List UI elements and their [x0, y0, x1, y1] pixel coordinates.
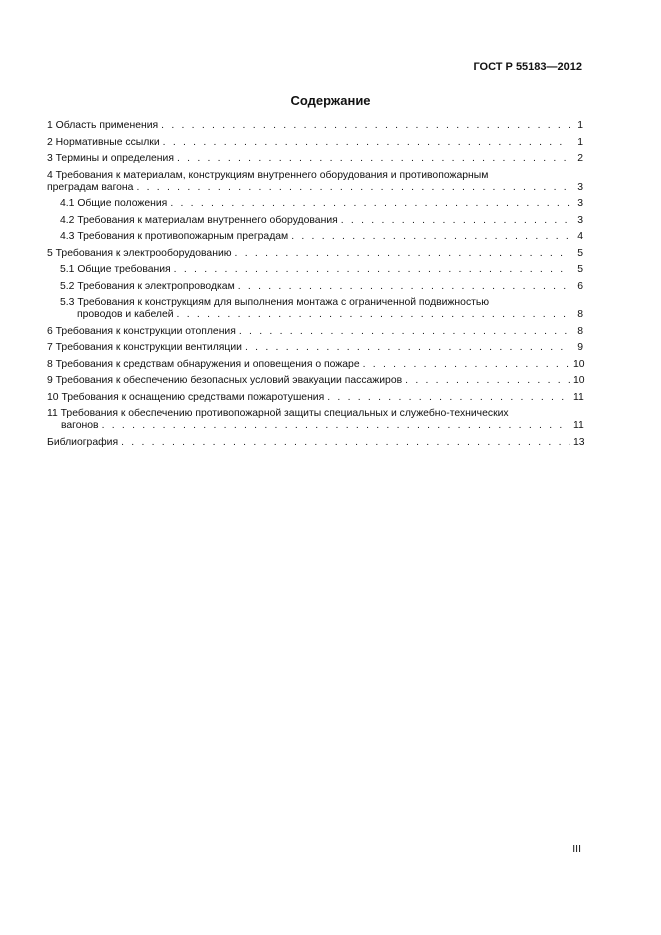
toc-entry-label: 9 Требования к обеспечению безопасных условий эвакуации пассажиров [47, 375, 403, 386]
toc-entry-page: 4 [577, 231, 583, 242]
toc-entry-label: 4.3 Требования к противопожарным преградам [60, 231, 289, 242]
toc-entry[interactable] [60, 231, 583, 243]
toc-entry-label: 5.2 Требования к электропроводкам [60, 280, 235, 292]
toc-entry-page: 3 [577, 198, 583, 209]
toc-entry-page: 9 [577, 342, 583, 353]
toc-leader-dots [405, 375, 570, 387]
toc-entry[interactable] [47, 342, 583, 354]
toc-entry-page: 1 [577, 120, 583, 131]
standard-designation: ГОСТ Р 55183—2012 [473, 61, 582, 73]
toc-entry-label-first-line: 4 Требования к материалам, конструкциям внутреннего оборудования и противопожарным [47, 169, 489, 181]
toc-entry-label: 8 Требования к средствам обнаружения и оповещения о пожаре [47, 358, 360, 370]
toc-entry[interactable] [47, 248, 583, 260]
toc-entry[interactable] [47, 326, 583, 338]
toc-entry-label: 1 Область применения [47, 120, 159, 131]
toc-entry-page: 5 [577, 264, 583, 275]
toc-leader-dots [245, 342, 570, 354]
toc-entry-label: 4.1 Общие положения [60, 198, 168, 209]
toc-entry-label: 6 Требования к конструкции отопления [47, 325, 236, 337]
toc-entry-page: 6 [577, 280, 583, 292]
toc-entry[interactable] [60, 264, 583, 276]
toc-entry[interactable] [60, 215, 583, 227]
toc-entry-page: 11 [573, 391, 584, 403]
toc-leader-dots [341, 215, 570, 227]
toc-entry-label: 3 Термины и определения [47, 153, 174, 164]
toc-leader-dots [136, 182, 570, 194]
toc-entry[interactable] [60, 198, 583, 210]
toc-entry[interactable] [47, 120, 583, 132]
toc-entry-label: преградам вагона [47, 181, 134, 193]
toc-entry[interactable] [60, 281, 583, 293]
toc-entry-label: 7 Требования к конструкции вентиляции [47, 342, 242, 353]
toc-entry-page: 10 [573, 358, 585, 370]
toc-entry[interactable] [60, 297, 583, 321]
toc-entry-label: 5.1 Общие требования [60, 264, 171, 275]
toc-entry-page: 1 [577, 136, 583, 148]
toc-entry-label: 2 Нормативные ссылки [47, 136, 160, 148]
toc-entry-page: 13 [573, 436, 585, 448]
toc-leader-dots [121, 437, 570, 449]
page-number: III [572, 843, 581, 855]
toc-entry[interactable] [47, 408, 583, 432]
toc-entry-page: 5 [577, 247, 583, 259]
toc-leader-dots [102, 420, 570, 432]
toc-entry-label-first-line: 11 Требования к обеспечению противопожарной защиты специальных и служебно-технических [47, 408, 509, 419]
toc-entry-label: 10 Требования к оснащению средствами пожаротушения [47, 391, 325, 403]
toc-entry-label: 4.2 Требования к материалам внутреннего оборудования [60, 214, 338, 226]
toc-leader-dots [238, 281, 570, 293]
toc-leader-dots [163, 137, 570, 149]
toc-entry-page: 11 [573, 420, 584, 431]
toc-entry-page: 8 [577, 309, 583, 320]
toc-entry-page: 2 [577, 153, 583, 164]
toc-entry[interactable] [47, 359, 583, 371]
toc-leader-dots [239, 326, 570, 338]
page-title: Содержание [290, 93, 371, 108]
toc-entry[interactable] [47, 170, 583, 194]
toc-entry-page: 3 [577, 181, 583, 193]
toc-leader-dots [161, 120, 570, 132]
toc-entry-label-first-line: 5.3 Требования к конструкциям для выполнения монтажа с ограниченной подвижностью [60, 297, 490, 308]
toc-entry-page: 8 [577, 325, 583, 337]
toc-leader-dots [291, 231, 570, 243]
toc-entry[interactable] [47, 437, 583, 449]
toc-entry[interactable] [47, 375, 583, 387]
toc-entry-label: 5 Требования к электрооборудованию [47, 247, 232, 259]
toc-entry-label: проводов и кабелей [77, 309, 174, 320]
toc-leader-dots [363, 359, 570, 371]
toc-entry[interactable] [47, 137, 583, 149]
toc-leader-dots [327, 392, 570, 404]
toc-leader-dots [170, 198, 570, 210]
toc-entry-label: вагонов [61, 420, 99, 431]
toc-entry-page: 10 [573, 375, 585, 386]
toc-entry[interactable] [47, 392, 583, 404]
toc-leader-dots [177, 153, 570, 165]
toc-entry[interactable] [47, 153, 583, 165]
table-of-contents [47, 120, 583, 453]
toc-entry-page: 3 [577, 214, 583, 226]
toc-entry-label: Библиография [47, 436, 119, 448]
toc-leader-dots [235, 248, 570, 260]
toc-leader-dots [177, 309, 570, 321]
toc-leader-dots [174, 264, 570, 276]
